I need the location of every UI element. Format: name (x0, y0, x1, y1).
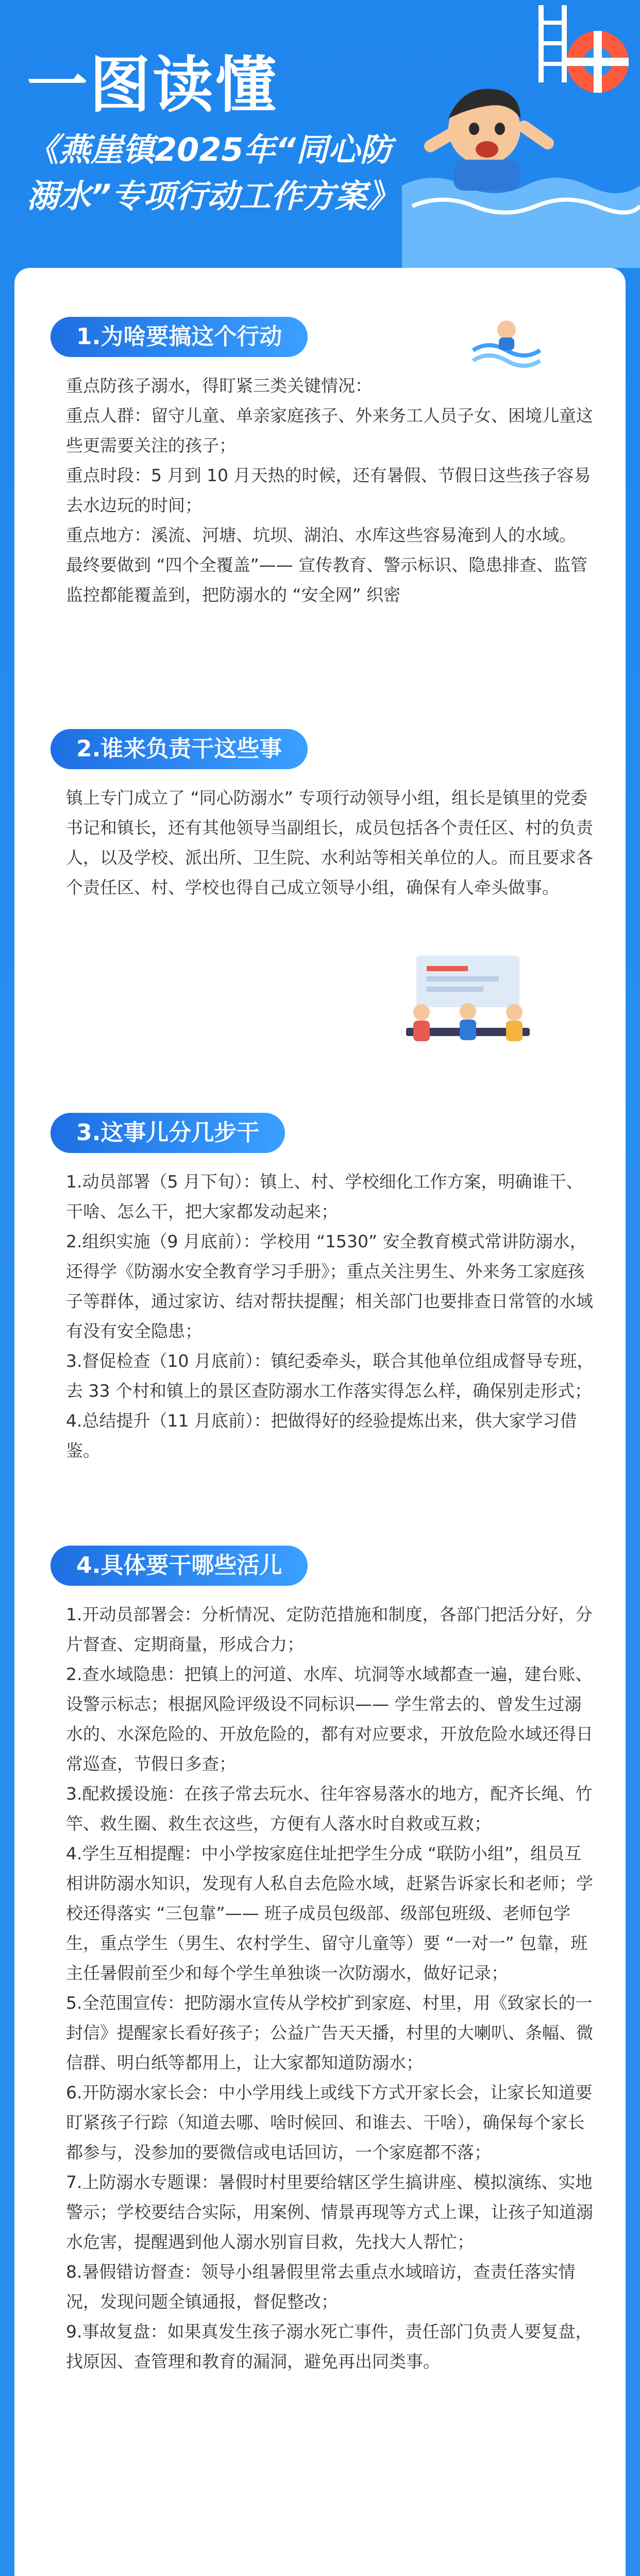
paragraph: 8.暑假错访督查：领导小组暑假里常去重点水域暗访，查责任落实情况，发现问题全镇通报，督促整改； (66, 2262, 576, 2312)
paragraph: 2.查水域隐患：把镇上的河道、水库、坑洞等水域都查一遍，建台账、设警示标志；根据风险评级设不同标识—— 学生常去的、曾发生过溺水的、水深危险的、开放危险的，都有对应要求，开放危险水域还得日常巡查，节假日多查； (66, 1664, 593, 1774)
content-card (14, 268, 626, 2576)
section-heading-why: 1.为啥要搞这个行动 (50, 317, 308, 357)
hero-subtitle-line2: 溺水”专项行动工作方案》 (27, 177, 399, 215)
paragraph: 5.全范围宣传：把防溺水宣传从学校扩到家庭、村里，用《致家长的一封信》提醒家长看好孩子；公益广告天天播，村里的大喇叭、条幅、微信群、明白纸等都用上，让大家都知道防溺水； (66, 1993, 593, 2073)
drowning-child-illustration (392, 0, 640, 268)
paragraph: 4.学生互相提醒：中小学按家庭住址把学生分成 “联防小组”，组员互相讲防溺水知识，发现有人私自去危险水域，赶紧告诉家长和老师；学校还得落实 “三包靠”—— 班子成员包级部、级部包班级、老师包学生，重点学生（男生、农村学生、留守儿童等）要 “一对一” 包靠，班主任暑假前至少和每个学生单独谈一次防溺水，做好记录； (66, 1843, 593, 1983)
paragraph: 4.总结提升（11 月底前）：把做得好的经验提炼出来，供大家学习借鉴。 (66, 1411, 577, 1461)
paragraph: 1.动员部署（5 月下旬）：镇上、村、学校细化工作方案，明确谁干、干啥、怎么干，把大家都发动起来； (66, 1172, 583, 1222)
hero-subtitle-line1: 《燕崖镇2025年“同心防 (27, 131, 392, 168)
paragraph: 重点地方：溪流、河塘、坑坝、湖泊、水库这些容易淹到人的水域。 (66, 525, 576, 545)
paragraph: 7.上防溺水专题课：暑假时村里要给辖区学生搞讲座、模拟演练、实地警示；学校要结合实际，用案例、情景再现等方式上课，让孩子知道溺水危害，提醒遇到他人溺水别盲目救，先找大人帮忙； (66, 2172, 593, 2252)
paragraph: 重点防孩子溺水，得盯紧三类关键情况： (66, 376, 372, 396)
paragraph: 3.配救援设施：在孩子常去玩水、往年容易落水的地方，配齐长绳、竹竿、救生圈、救生衣这些，方便有人落水时自救或互救； (66, 1784, 593, 1834)
paragraph: 1.开动员部署会：分析情况、定防范措施和制度，各部门把活分好，分片督查、定期商量，形成合力； (66, 1604, 593, 1654)
meeting-illustration (385, 951, 550, 1064)
paragraph: 重点时段：5 月到 10 月天热的时候，还有暑假、节假日这些孩子容易去水边玩的时间； (66, 465, 591, 515)
paragraph: 镇上专门成立了 “同心防溺水” 专项行动领导小组，组长是镇里的党委书记和镇长，还有其他领导当副组长，成员包括各个责任区、村的负责人，以及学校、派出所、卫生院、水利站等相关单位的人。而且要求各个责任区、村、学校也得自己成立领导小组，确保有人牵头做事。 (66, 788, 593, 897)
section-body-why (66, 371, 595, 610)
paragraph: 重点人群：留守儿童、单亲家庭孩子、外来务工人员子女、困境儿童这些更需要关注的孩子； (66, 405, 593, 455)
swimmer-icon (468, 309, 545, 376)
paragraph: 2.组织实施（9 月底前）：学校用 “1530” 安全教育模式常讲防溺水，还得学《防溺水安全教育学习手册》；重点关注男生、外来务工家庭孩子等群体，通过家访、结对帮扶提醒；相关部门也要排查日常管的水域有没有安全隐患； (66, 1231, 593, 1341)
hero-banner (0, 0, 640, 268)
section-heading-tasks: 4.具体要干哪些活儿 (50, 1546, 308, 1586)
section-body-who (66, 783, 595, 903)
section-body-steps (66, 1167, 595, 1466)
section-heading-who: 2.谁来负责干这些事 (50, 729, 308, 769)
hero-title: 一图读懂 (27, 49, 279, 121)
section-body-tasks (66, 1600, 595, 2377)
paragraph: 最终要做到 “四个全覆盖”—— 宣传教育、警示标识、隐患排查、监管监控都能覆盖到，把防溺水的 “安全网” 织密 (66, 555, 588, 605)
section-heading-steps: 3.这事儿分几步干 (50, 1113, 285, 1153)
paragraph: 6.开防溺水家长会：中小学用线上或线下方式开家长会，让家长知道要盯紧孩子行踪（知道去哪、啥时候回、和谁去、干啥），确保每个家长都参与，没参加的要微信或电话回访，一个家庭都不落； (66, 2082, 593, 2162)
paragraph: 9.事故复盘：如果真发生孩子溺水死亡事件，责任部门负责人要复盘，找原因、查管理和教育的漏洞，避免再出同类事。 (66, 2321, 593, 2371)
paragraph: 3.督促检查（10 月底前）：镇纪委牵头，联合其他单位组成督导专班，去 33 个村和镇上的景区查防溺水工作落实得怎么样，确保别走形式； (66, 1351, 594, 1401)
